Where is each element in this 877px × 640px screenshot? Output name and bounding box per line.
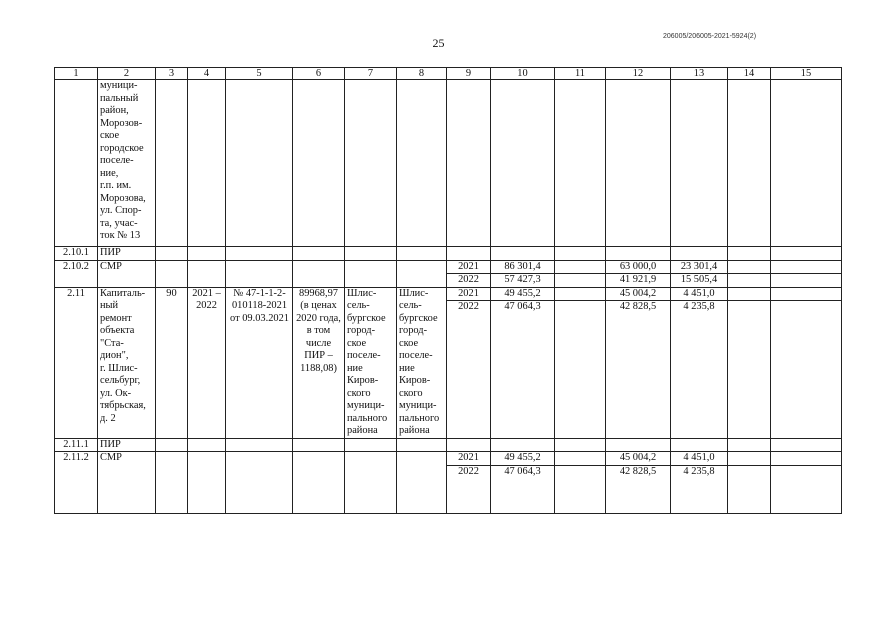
col13-cell: 4 451,0 [671, 287, 728, 301]
col13-cell: 23 301,4 [671, 260, 728, 274]
expertise-number-cell: № 47-1-1-2- 010118-2021 от 09.03.2021 [226, 287, 293, 438]
row-number: 2.10.2 [55, 260, 98, 287]
total-cell: 49 455,2 [491, 452, 555, 466]
header-cell: 14 [728, 68, 771, 80]
year-cell: 2021 [447, 452, 491, 466]
row-name: ПИР [98, 438, 156, 452]
header-cell: 9 [447, 68, 491, 80]
year-cell: 2022 [447, 465, 491, 513]
budget-table [54, 67, 842, 514]
row-number: 2.11.2 [55, 452, 98, 514]
col13-cell: 4 235,8 [671, 465, 728, 513]
customer-cell: Шлис- сель- бургское город- ское поселе- ние Киров- ского муници- пального района [345, 287, 397, 438]
year-cell: 2022 [447, 301, 491, 438]
table-row-2-11-1 [55, 438, 842, 452]
col12-cell: 42 828,5 [606, 465, 671, 513]
table-row-2-11 [55, 287, 842, 301]
table-row-continuation [55, 80, 842, 247]
header-cell: 5 [226, 68, 293, 80]
header-cell: 11 [555, 68, 606, 80]
total-cell: 86 301,4 [491, 260, 555, 274]
total-cell: 57 427,3 [491, 274, 555, 288]
total-cell: 49 455,2 [491, 287, 555, 301]
header-cell: 3 [156, 68, 188, 80]
col3-cell: 90 [156, 287, 188, 438]
cost-cell: 89968,97 (в ценах 2020 года, в том числе ПИР – 1188,08) [293, 287, 345, 438]
header-cell: 15 [771, 68, 842, 80]
header-cell: 13 [671, 68, 728, 80]
recipient-cell: Шлис- сель- бургское город- ское поселе- ние Киров- ского муници- пального района [397, 287, 447, 438]
col12-cell: 41 921,9 [606, 274, 671, 288]
col13-cell: 4 235,8 [671, 301, 728, 438]
object-name: Капиталь- ный ремонт объекта "Ста- дион", г. Шлис- сельбург, ул. Ок- тябрьская, д. 2 [98, 287, 156, 438]
year-cell: 2021 [447, 287, 491, 301]
header-cell: 2 [98, 68, 156, 80]
total-cell: 47 064,3 [491, 301, 555, 438]
col13-cell: 4 451,0 [671, 452, 728, 466]
header-cell: 6 [293, 68, 345, 80]
header-cell: 8 [397, 68, 447, 80]
col13-cell: 15 505,4 [671, 274, 728, 288]
header-cell: 1 [55, 68, 98, 80]
table-row-2-11-2 [55, 452, 842, 466]
row-number: 2.11 [55, 287, 98, 438]
col12-cell: 45 004,2 [606, 287, 671, 301]
row-number: 2.11.1 [55, 438, 98, 452]
header-cell: 12 [606, 68, 671, 80]
col12-cell: 42 828,5 [606, 301, 671, 438]
location-cell: муници- пальный район, Морозов- ское городское поселе- ние, г.п. им. Морозова, ул. Спор- та, учас- ток № 13 [98, 80, 156, 247]
table-row-2-10-2 [55, 260, 842, 274]
page-number: 25 [432, 36, 445, 50]
row-name: СМР [98, 260, 156, 287]
header-cell: 4 [188, 68, 226, 80]
year-cell: 2021 [447, 260, 491, 274]
col12-cell: 45 004,2 [606, 452, 671, 466]
period-cell: 2021 – 2022 [188, 287, 226, 438]
row-number: 2.10.1 [55, 247, 98, 261]
table-row-2-10-1 [55, 247, 842, 261]
header-cell: 10 [491, 68, 555, 80]
row-name: СМР [98, 452, 156, 514]
document-code: 206005/206005-2021-5924(2) [663, 33, 757, 40]
col12-cell: 63 000,0 [606, 260, 671, 274]
year-cell: 2022 [447, 274, 491, 288]
column-number-header-row [55, 68, 842, 80]
row-name: ПИР [98, 247, 156, 261]
header-cell: 7 [345, 68, 397, 80]
total-cell: 47 064,3 [491, 465, 555, 513]
